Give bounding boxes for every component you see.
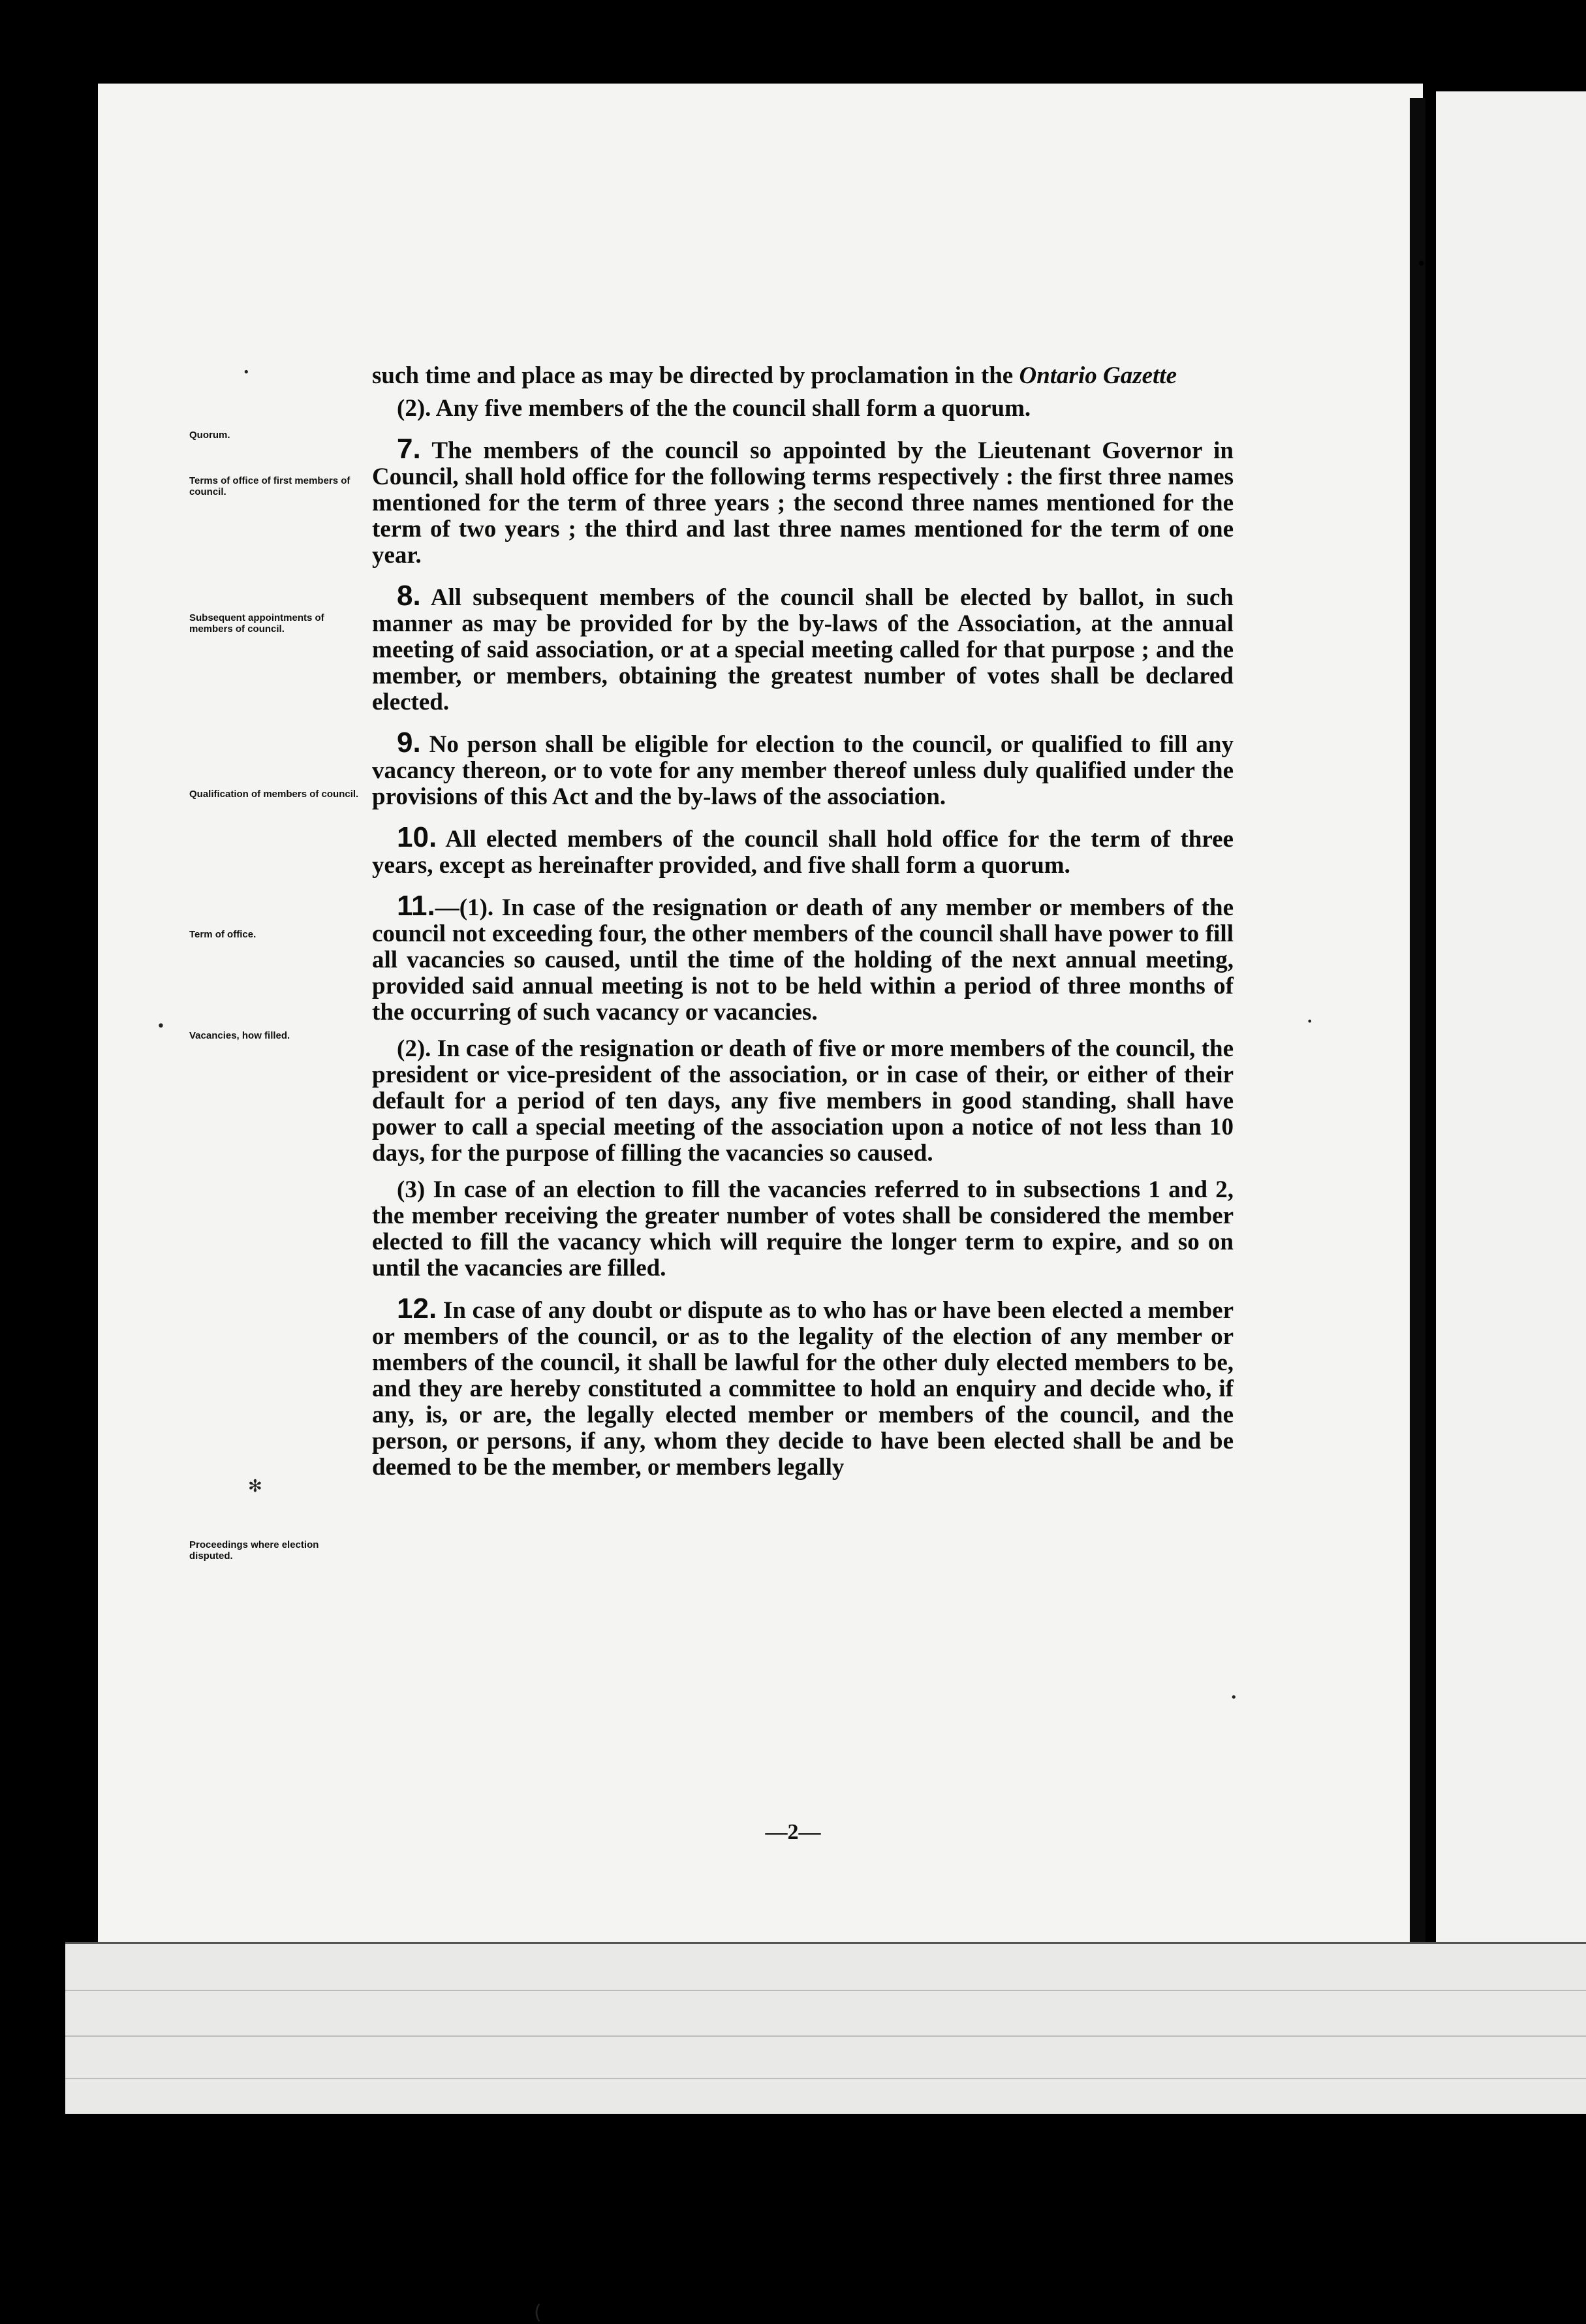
speck-mark: • (1230, 1691, 1237, 1704)
adjacent-page-strip (1436, 91, 1586, 2089)
section-11-2: (2). In case of the resignation or death of five or more members of the council, the president or vice-president of the association, or in case of their, or either of their default for a period of ten days, any five members in good standing, shall have power to call a special meeting of the association upon a notice of not less than 10 days, for the purpose of filling the vacancies so caused. (372, 1035, 1234, 1167)
section-number: 9. (397, 727, 421, 759)
speck-mark: • (1416, 255, 1427, 274)
scanner-bed-band (65, 1942, 1586, 2114)
section-number: 7. (397, 433, 421, 465)
section-12: 12. In case of any doubt or dispute as to who has or have been elected a member or members of the council, or as to the legality of the election of any member or members of the council, it shall be lawful for the other duly elected members to be, and they are hereby constituted a committee to hold an enquiry and decide who, if any, is, or are, the legally elected member or members of the council, and the person, or persons, if any, whom they decide to have been elected shall be and be deemed to be the member, or members legally (372, 1293, 1234, 1481)
margin-note-vacancies: Vacancies, how filled. (189, 1030, 290, 1041)
section-9: 9. No person shall be eligible for election to the council, or qualified to fill any vacancy thereon, or to vote for any member thereof unless duly qualified under the provisions of this Act and the by-laws of the association. (372, 727, 1234, 810)
section-11-3: (3) In case of an election to fill the vacancies referred to in subsections 1 and 2, the member receiving the greater number of votes shall be considered the member elected to fill the vacancy which will require the longer term to expire, and so on until the vacancies are filled. (372, 1176, 1234, 1281)
speck-mark: ✻ (248, 1477, 262, 1496)
margin-note-subsequent-appointments: Subsequent appointments of members of council. (189, 612, 324, 635)
section-7: 7. The members of the council so appointed by the Lieutenant Governor in Council, shall hold office for the following terms respectively : the first three names mentioned for the term of three years ; the second three names mentioned for the term of two years ; the third and last three names mentioned for the term of one year. (372, 433, 1234, 569)
margin-note-term-of-office: Term of office. (189, 929, 257, 940)
paragraph-continuation: such time and place as may be directed by proclamation in the Ontario Gazette (372, 362, 1177, 389)
section-10: 10. All elected members of the council shall hold office for the term of three years, except as hereinafter provided, and five shall form a quorum. (372, 821, 1234, 879)
section-11-1: 11.—(1). In case of the resignation or death of any member or members of the council not exceeding four, the other members of the council shall have power to fill all vacancies so caused, until the time of the holding of the next annual meeting, provided said annual meeting is not to be held within a period of three months of the occurring of such vacancy or vacancies. (372, 890, 1234, 1026)
paragraph-quorum: (2). Any five members of the the council shall form a quorum. (397, 395, 1031, 422)
section-number: 8. (397, 580, 421, 612)
section-number: 10. (397, 821, 437, 853)
gazette-title: Ontario Gazette (1019, 362, 1177, 389)
section-8: 8. All subsequent members of the council shall be elected by ballot, in such manner as may be provided for by the by-laws of the Association, at the annual meeting of said association, or at a special meeting called for that purpose ; and the member, or members, obtaining the greatest number of votes shall be declared elected. (372, 580, 1234, 715)
page-number: —2— (765, 1820, 821, 1844)
speck-mark: • (243, 366, 250, 379)
page-body (372, 363, 1234, 1495)
section-number: 11. (397, 890, 435, 922)
speck-mark: • (157, 1018, 165, 1035)
page-spine (1410, 98, 1425, 1978)
speck-mark: ( (534, 2301, 542, 2324)
margin-note-terms-first-members: Terms of office of first members of council. (189, 475, 350, 497)
margin-note-quorum: Quorum. (189, 430, 230, 441)
margin-note-proceedings-disputed: Proceedings where election disputed. (189, 1539, 319, 1562)
margin-note-qualification: Qualification of members of council. (189, 789, 359, 800)
speck-mark: • (1307, 1015, 1313, 1028)
section-number: 12. (397, 1293, 437, 1325)
